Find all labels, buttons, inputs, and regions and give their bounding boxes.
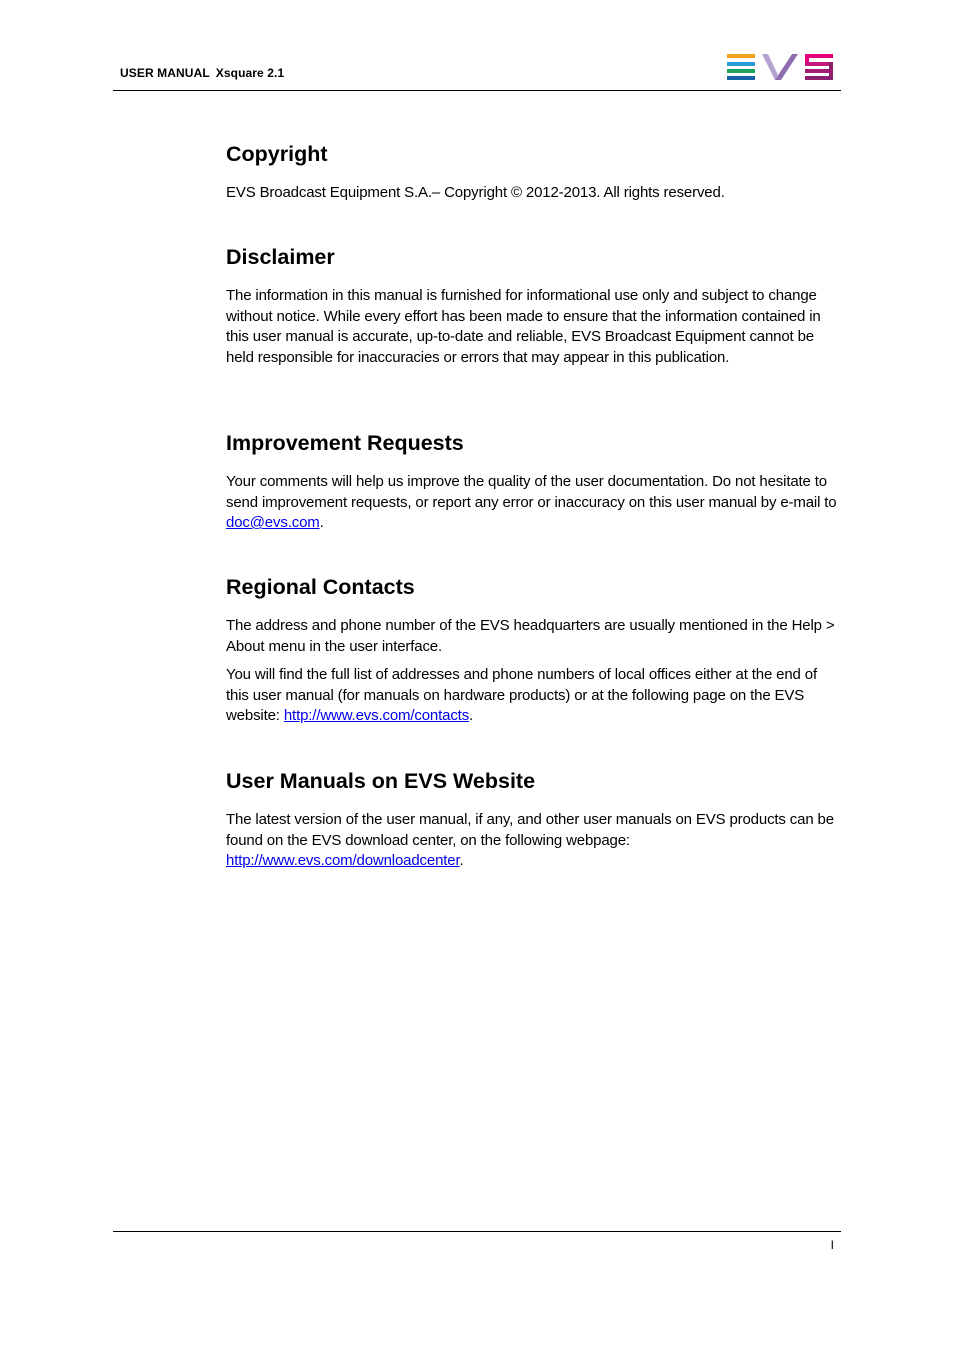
evs-logo: [726, 53, 834, 81]
section-disclaimer: [226, 244, 838, 368]
section-heading: User Manuals on EVS Website: [226, 769, 536, 793]
contacts-link[interactable]: http://www.evs.com/contacts: [283, 707, 470, 724]
section-heading: Disclaimer: [226, 245, 335, 269]
section-heading: Regional Contacts: [226, 575, 415, 599]
running-header: [120, 66, 284, 80]
contacts-text-2: You will find the full list of addresses and phone numbers of local offices either at the end of this user manual (for manuals on hardware products) or at the following page on the EVS website: http://www.evs.com/contacts.: [226, 666, 817, 724]
improvement-text: Your comments will help us improve the quality of the user documentation. Do not hesitate to send improvement requests, or report any error or inaccuracy on this user manual by e-mail to doc@evs.com.: [226, 473, 837, 531]
logo-s-lower-mid: [805, 69, 833, 73]
logo-v-left: [762, 54, 778, 80]
disclaimer-text: The information in this manual is furnished for informational use only and subject to change without notice. While every effort has been made to ensure that the information contained in this user manual is accurate, up-to-date and reliable, EVS Broadcast Equipment cannot be held responsible for inaccuracies or errors that may appear in this publication.: [226, 287, 821, 366]
footer-rule: [113, 1231, 841, 1232]
section-copyright: [226, 141, 838, 204]
logo-s-middle: [805, 62, 833, 66]
product-name: Xsquare 2.1: [215, 66, 285, 80]
section-improvement-requests: [226, 430, 838, 534]
logo-e-bar-2: [727, 62, 755, 66]
header-rule: [113, 90, 841, 91]
section-heading: Copyright: [226, 142, 328, 166]
page-number: I: [830, 1238, 834, 1252]
email-link[interactable]: doc@evs.com: [226, 514, 320, 531]
download-center-link[interactable]: http://www.evs.com/downloadcenter: [226, 852, 460, 869]
logo-e-bar-4: [727, 76, 755, 80]
manuals-text: The latest version of the user manual, if any, and other user manuals on EVS products can be found on the EVS download center, on the following webpage: http://www.evs.com/downloadcenter.: [226, 811, 834, 869]
doc-label: USER MANUAL: [120, 66, 210, 80]
logo-e-bar-3: [727, 69, 755, 73]
logo-s-top: [805, 54, 833, 58]
section-regional-contacts: [226, 574, 838, 727]
section-heading: Improvement Requests: [226, 431, 464, 455]
logo-v-right: [775, 54, 798, 80]
copyright-text: EVS Broadcast Equipment S.A.– Copyright © 2012-2013. All rights reserved.: [226, 184, 725, 201]
section-user-manuals: [226, 768, 838, 872]
contacts-text-1: The address and phone number of the EVS headquarters are usually mentioned in the Help > About menu in the user interface.: [226, 617, 835, 655]
logo-s-bottom: [805, 76, 833, 80]
logo-e-bar-1: [727, 54, 755, 58]
